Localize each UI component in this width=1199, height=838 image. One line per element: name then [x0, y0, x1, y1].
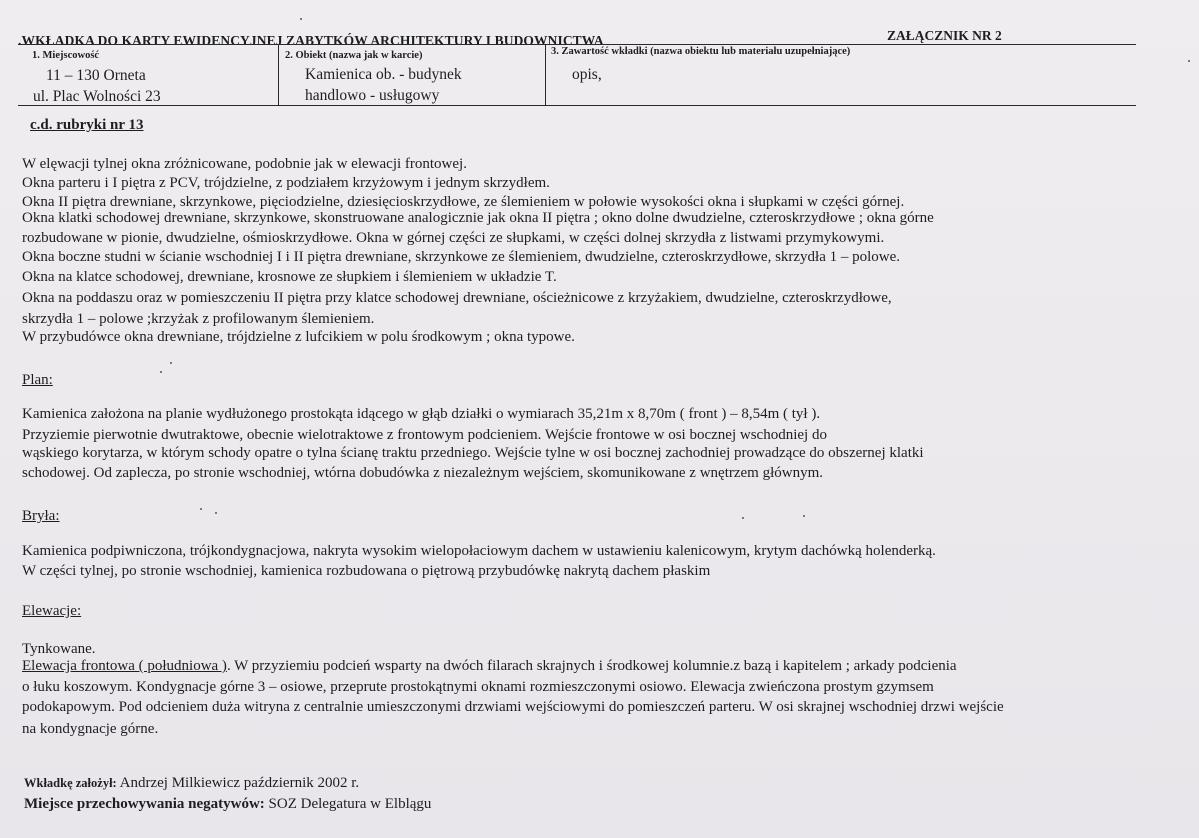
- windows-line-1: W elęwacji tylnej okna zróżnicowane, podobnie jak w elewacji frontowej.: [22, 156, 467, 172]
- elewacje-line-3: podokapowym. Pod odcieniem duża witryna z centralnie umieszczonymi drzwiami wejściowymi do pomieszczeń parteru. W osi skrajnej wschodniej drzwi wejście: [22, 699, 1004, 715]
- scan-speck: [200, 508, 202, 510]
- document-title: .WKŁADKA DO KARTY EWIDENCYJNEJ ZABYTKÓW ARCHITEKTURY I BUDOWNICTWA: [18, 33, 604, 48]
- header-rule-bottom: [18, 105, 1136, 106]
- author-label: Wkładkę założył:: [24, 776, 117, 790]
- continuation-heading: c.d. rubryki nr 13: [30, 117, 144, 133]
- windows-line-3: Okna II piętra drewniane, skrzynkowe, pięciodzielne, dziesięcioskrzydłowe, ze ślemieniem w połowie wysokości okna i słupkami w części górnej.: [22, 194, 905, 210]
- elewacje-heading: Elewacje:: [22, 603, 82, 619]
- elewacje-line-2: o łuku koszowym. Kondygnacje górne 3 – osiowe, przeprute prostokątnymi oknami rozmieszczonymi osiowo. Elewacja zwieńczona prostym gzymsem: [22, 679, 934, 695]
- elewacje-plaster: Tynkowane.: [22, 641, 96, 657]
- bryla-line-2: W części tylnej, po stronie wschodniej, kamienica rozbudowana o piętrową przybudówkę nakrytą dachem płaskim: [22, 563, 711, 579]
- negatives-value: SOZ Delegatura w Elblągu: [268, 796, 432, 812]
- object-label: 2. Obiekt (nazwa jak w karcie): [285, 50, 423, 61]
- negatives-label: Miejsce przechowywania negatywów:: [24, 796, 265, 812]
- windows-line-2: Okna parteru i I piętra z PCV, trójdzielne, z podziałem krzyżowym i jednym skrzydłem.: [22, 175, 550, 191]
- front-elevation-text: . W przyziemiu podcień wsparty na dwóch filarach skrajnych i środkowej kolumnie.z bazą i kapitelem ; arkady podcienia: [226, 658, 957, 674]
- header-rule-top: [18, 44, 1136, 45]
- contents-label: 3. Zawartość wkładki (nazwa obiektu lub materiału uzupełniające): [551, 46, 851, 57]
- windows-line-5: rozbudowane w pionie, dwudzielne, ośmioskrzydłowe. Okna w górnej części ze słupkami, w części dolnej skrzydła z listwami przymykowymi.: [22, 230, 885, 246]
- scan-speck: [300, 18, 302, 20]
- object-line-2: handlowo - usługowy: [305, 87, 440, 104]
- plan-line-4: schodowej. Od zaplecza, po stronie wschodniej, wtórna dobudówka z niezależnym wejściem, skomunikowane z wnętrzem głównym.: [22, 465, 824, 481]
- windows-line-6: Okna boczne studni w ścianie wschodniej I i II piętra drewniane, skrzynkowe ze ślemieniem, dwudzielne, czteroskrzydłowe, skrzydła 1 – polowe.: [22, 249, 901, 265]
- windows-line-10: W przybudówce okna drewniane, trójdzielne z lufcikiem w polu środkowym ; okna typowe.: [22, 329, 575, 345]
- table-divider-1: [278, 44, 279, 105]
- front-elevation-heading: Elewacja frontowa ( południowa ): [22, 658, 227, 674]
- plan-heading: Plan:: [22, 372, 53, 388]
- windows-line-8: Okna na poddaszu oraz w pomieszczeniu II piętra przy klatce schodowej drewniane, ościeżnicowe z krzyżakiem, dwudzielne, czteroskrzydłowe,: [22, 290, 892, 306]
- windows-line-9: skrzydła 1 – polowe ;krzyżak z profilowanym ślemieniem.: [22, 311, 375, 327]
- scan-speck: [215, 512, 217, 514]
- negatives-line: [24, 796, 431, 813]
- author-line: [24, 775, 359, 792]
- plan-line-3: wąskiego korytarza, w którym schody opatre o tylna ścianę traktu przedniego. Wejście tylne w osi bocznej zachodniej prowadzące do obszernej klatki: [22, 445, 924, 461]
- plan-line-1: Kamienica założona na planie wydłużonego prostokąta idącego w głąb działki o wymiarach 35,21m x 8,70m ( front ) – 8,54m ( tył ).: [22, 406, 821, 422]
- windows-line-4: Okna klatki schodowej drewniane, skrzynkowe, skonstruowane analogicznie jak okna II piętra ; okno dolne dwudzielne, czteroskrzydłowe ; okna górne: [22, 210, 934, 226]
- windows-line-7: Okna na klatce schodowej, drewniane, krosnowe ze słupkiem i ślemieniem w układzie T.: [22, 269, 557, 285]
- scan-speck: [803, 515, 805, 517]
- scan-speck: [742, 517, 744, 519]
- location-label: 1. Miejscowość: [32, 50, 100, 61]
- object-line-1: Kamienica ob. - budynek: [305, 66, 462, 83]
- elewacje-line-4: na kondygnacje górne.: [22, 721, 159, 737]
- bryla-line-1: Kamienica podpiwniczona, trójkondygnacjowa, nakryta wysokim wielopołaciowym dachem w ustawieniu kalenicowym, krytym dachówką holenderką.: [22, 543, 936, 559]
- plan-line-2: Przyziemie pierwotnie dwutraktowe, obecnie wielotraktowe z frontowym podcieniem. Wejście frontowe w osi bocznej wschodniej do: [22, 427, 827, 443]
- elewacje-front-line-1: [22, 657, 957, 676]
- location-line-2: ul. Plac Wolności 23: [33, 88, 161, 105]
- author-value: Andrzej Milkiewicz październik 2002 r.: [119, 775, 360, 791]
- annex-number: ZAŁĄCZNIK NR 2: [887, 28, 1002, 43]
- contents-value: opis,: [572, 66, 602, 83]
- scan-speck: [160, 371, 162, 373]
- location-line-1: 11 – 130 Orneta: [46, 67, 146, 84]
- scan-speck: [170, 362, 172, 364]
- table-divider-2: [545, 44, 546, 105]
- bryla-heading: Bryła:: [22, 508, 60, 524]
- scan-speck: [1188, 60, 1190, 62]
